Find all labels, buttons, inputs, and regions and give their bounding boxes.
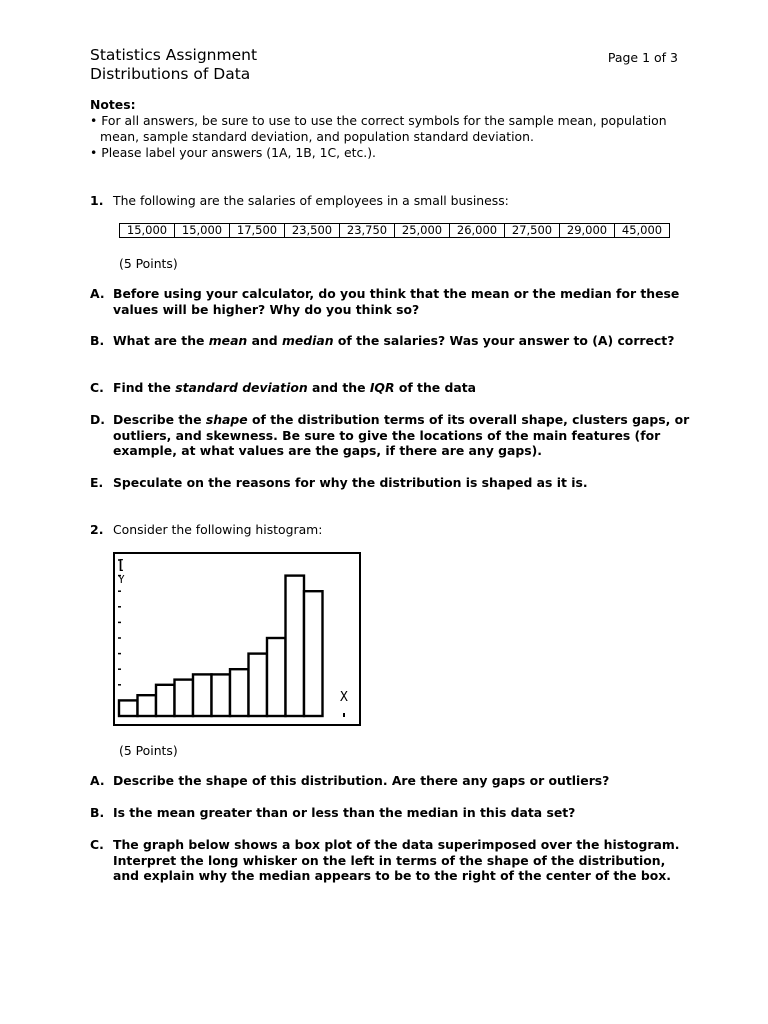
item-text: Speculate on the reasons for why the distribution is shaped as it is. — [113, 475, 588, 490]
salary-cell: 45,000 — [615, 224, 670, 238]
question-1-number: 1. — [90, 193, 104, 208]
y-axis-label: Y — [118, 573, 125, 586]
histogram-bar — [175, 680, 194, 716]
item-text: Describe the shape of this distribution. Are there any gaps or outliers? — [113, 773, 610, 788]
item-label: D. — [90, 412, 105, 427]
question-2c — [90, 837, 690, 884]
salary-cell: 17,500 — [230, 224, 285, 238]
text-part: Describe the — [113, 412, 206, 427]
emphasis-iqr: IQR — [369, 380, 395, 395]
histogram-bar — [304, 591, 323, 716]
question-1b — [90, 333, 690, 349]
salary-table — [119, 223, 670, 238]
document-title — [90, 46, 257, 84]
question-1a — [90, 286, 690, 317]
histogram-bar — [230, 669, 249, 716]
item-text — [113, 412, 690, 459]
text-part: of the distribution terms of its overall shape, clusters gaps, or outliers, and skewness. Be sure to give the locations of the main features (for example, at what values are the gaps, if there are any gaps). — [113, 412, 690, 458]
item-text: The graph below shows a box plot of the data superimposed over the histogram. Interpret the long whisker on the left in terms of the shape of the distribution, and explain why the median appears to be to the right of the center of the box. — [113, 837, 680, 883]
notes-bullet-2: • Please label your answers (1A, 1B, 1C, etc.). — [90, 145, 376, 160]
text-part: and — [247, 333, 282, 348]
title-line-2: Distributions of Data — [90, 65, 251, 83]
text-part: Find the — [113, 380, 176, 395]
notes-section — [90, 97, 690, 161]
emphasis-shape: shape — [205, 412, 248, 427]
question-1d — [90, 412, 690, 459]
salary-cell: 25,000 — [395, 224, 450, 238]
question-2-prompt: Consider the following histogram: — [113, 522, 323, 537]
item-label: C. — [90, 837, 104, 852]
salary-cell: 15,000 — [175, 224, 230, 238]
item-label: C. — [90, 380, 104, 395]
item-text — [113, 380, 690, 396]
salary-cell: 23,750 — [340, 224, 395, 238]
salary-row — [120, 224, 670, 238]
question-1-prompt: The following are the salaries of employees in a small business: — [113, 193, 509, 208]
question-1e — [90, 475, 690, 491]
salary-cell: 26,000 — [450, 224, 505, 238]
emphasis-standard-deviation: standard deviation — [175, 380, 308, 395]
title-line-1: Statistics Assignment — [90, 46, 258, 64]
notes-bullet-1: • For all answers, be sure to use to use the correct symbols for the sample mean, population mean, sample standard deviation, and population standard deviation. — [90, 113, 667, 144]
item-text: Before using your calculator, do you think that the mean or the median for these values will be higher? Why do you think so? — [113, 286, 680, 317]
histogram-bar — [138, 695, 157, 716]
histogram-bar — [193, 674, 212, 716]
salary-cell: 27,500 — [505, 224, 560, 238]
emphasis-mean: mean — [208, 333, 248, 348]
salary-cell: 29,000 — [560, 224, 615, 238]
item-text: Is the mean greater than or less than the median in this data set? — [113, 805, 576, 820]
x-axis-label: X — [340, 690, 348, 705]
question-1-points: (5 Points) — [119, 256, 178, 271]
salary-cell: 23,500 — [285, 224, 340, 238]
item-label: B. — [90, 333, 105, 348]
histogram-bar — [249, 654, 268, 716]
notes-heading: Notes: — [90, 97, 136, 112]
axis-marker: [ — [117, 558, 125, 573]
histogram-chart — [113, 552, 361, 726]
text-part: What are the — [113, 333, 209, 348]
question-2b — [90, 805, 690, 821]
text-part: and the — [307, 380, 370, 395]
question-2a — [90, 773, 690, 789]
question-2-points: (5 Points) — [119, 743, 178, 758]
salary-cell: 15,000 — [120, 224, 175, 238]
question-1c — [90, 380, 690, 396]
item-label: A. — [90, 286, 105, 301]
question-2-number: 2. — [90, 522, 104, 537]
emphasis-median: median — [281, 333, 334, 348]
text-part: of the salaries? Was your answer to (A) correct? — [333, 333, 675, 348]
histogram-bar — [156, 685, 175, 716]
histogram-bar — [212, 674, 231, 716]
text-part: of the data — [394, 380, 477, 395]
histogram-bar — [286, 576, 305, 716]
histogram-bar — [119, 700, 138, 716]
item-label: A. — [90, 773, 105, 788]
page-number: Page 1 of 3 — [607, 50, 678, 65]
item-text — [113, 333, 690, 349]
item-label: B. — [90, 805, 105, 820]
item-label: E. — [90, 475, 104, 490]
histogram-bar — [267, 638, 286, 716]
